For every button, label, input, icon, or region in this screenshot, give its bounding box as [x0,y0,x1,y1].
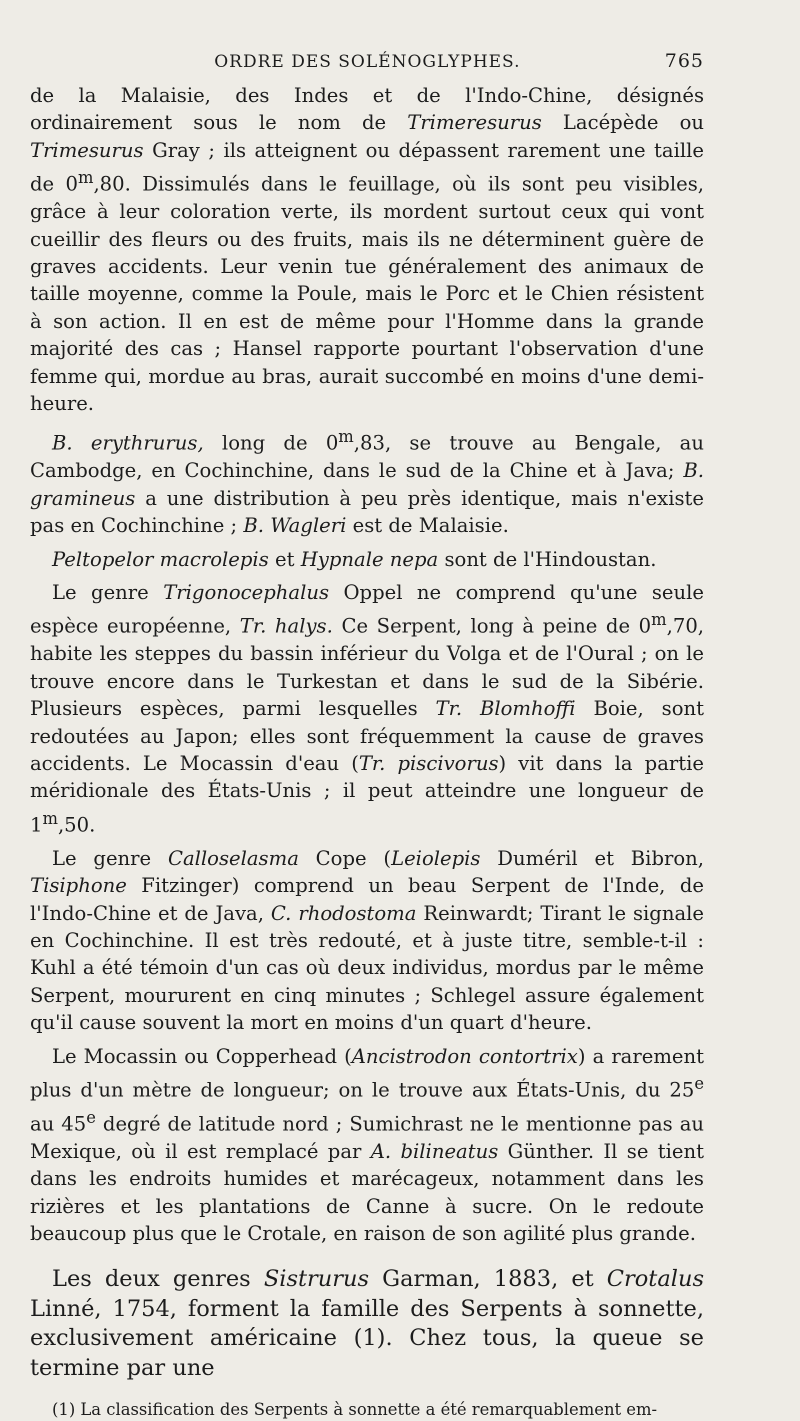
paragraph-serpents-sonnette: Les deux genres Sistrurus Garman, 1883, et Crotalus Linné, 1754, forment la famille des Serpents à sonnette, exclusivement américaine (1). Chez tous, la queue se termine par une [30,1266,704,1381]
paragraph-trigonocephalus: Le genre Trigonocephalus Oppel ne comprend qu'une seule espèce européenne, Tr. halys. Ce Serpent, long à peine de 0$^m$,70, habite les steppes du bassin inférieur du Volga et de l'Oural ; on le trouve encore dans le Turkestan et dans le sud de la Sibérie. Plusieurs espèces, parmi lesquelles Tr. Blomhoffi Boie, sont redoutées au Japon; elles sont fréquemment la cause de graves accidents. Le Mocassin d'eau (Tr. piscivorus) vit dans la partie méridionale des États-Unis ; il peut atteindre une longueur de 1$^m$,50. [30,580,705,837]
paragraph-peltopelor: Peltopelor macrolepis et Hypnale nepa sont de l'Hindoustan. [52,547,657,571]
header-title: ORDRE DES SOLÉNOGLYPHES. [214,52,521,72]
footnote: (1) La classification des Serpents à sonnette a été remarquablement em- [52,1400,658,1420]
paragraph-copperhead: Le Mocassin ou Copperhead (Ancistrodon contortrix) a rarement plus d'un mètre de longueur; on le trouve aux États-Unis, du 25e au 45e degré de latitude nord ; Sumichrast ne le mentionne pas au Mexique, où il est remplacé par A. bilineatus Günther. Il se tient dans les endroits humides et marécageux, notamment dans les rizières et les plantations de Canne à sucre. On le redoute beaucoup plus que le Crotale, en raison de son agilité plus grande. [30,1044,704,1246]
paragraph-calloselasma: Le genre Calloselasma Cope (Leiolepis Duméril et Bibron, Tisiphone Fitzinger) comprend un beau Serpent de l'Inde, de l'Indo-Chine et de Java, C. rhodostoma Reinwardt; Tirant le signale en Cochinchine. Il est très redouté, et à juste titre, semble-t-il : Kuhl a été témoin d'un cas où deux individus, mordus par le même Serpent, moururent en cinq minutes ; Schlegel assure également qu'il cause souvent la mort en moins d'un quart d'heure. [30,846,705,1035]
page-number: 765 [664,50,704,72]
running-header [30,50,704,72]
paragraph-erythrurus: B. erythrurus, long de 0$^m$,83, se trouve au Bengale, au Cambodge, en Cochinchine, dans le sud de la Chine et à Java; B. gramineus a une distribution à peu près identique, mais n'existe pas en Cochinchine ; B. Wagleri est de Malaisie. [30,427,704,538]
paragraph-trimeresurus: de la Malaisie, des Indes et de l'Indo-Chine, désignés ordinairement sous le nom de Trimeresurus Lacépède ou Trimesurus Gray ; ils atteignent ou dépassent rarement une taille de 0$^m$,80. Dissimulés dans le feuillage, où ils sont peu visibles, grâce à leur coloration verte, ils mordent surtout ceux qui vont cueillir des fleurs ou des fruits, mais ils ne déterminent guère de graves accidents. Leur venin tue généralement des animaux de taille moyenne, comme la Poule, mais le Porc et le Chien résistent à son action. Il en est de même pour l'Homme dans la grande majorité des cas ; Hansel rapporte pourtant l'observation d'une femme qui, mordue au bras, aurait succombé en moins d'une demi-heure. [30,84,704,415]
